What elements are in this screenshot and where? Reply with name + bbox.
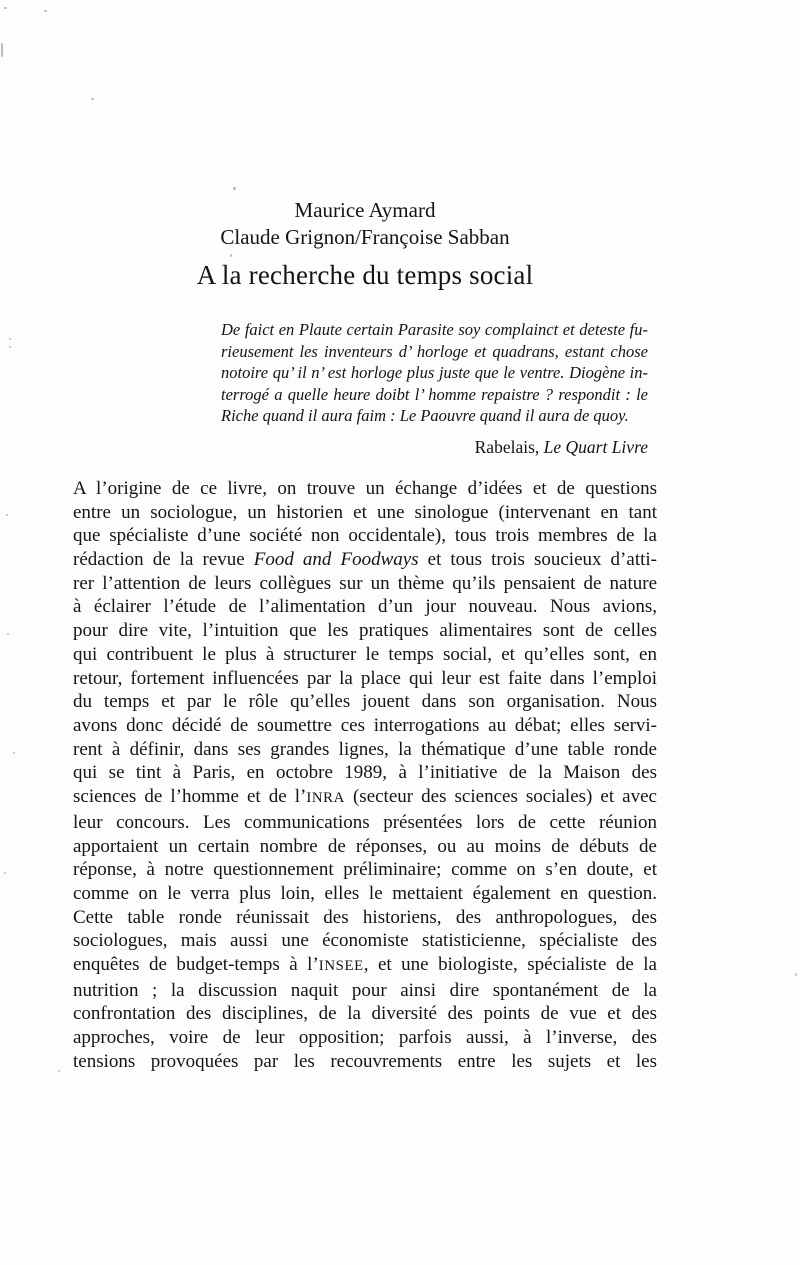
text-segment: qui contribuent le plus à structurer le temps social, et qu’elles sont, en xyxy=(73,643,657,665)
author-block xyxy=(73,197,657,251)
epigraph-line xyxy=(221,362,648,384)
italic-text: Food and Foodways xyxy=(253,549,419,571)
body-text-line xyxy=(73,690,657,714)
attribution-work-title: Le Quart Livre xyxy=(543,436,648,457)
body-text-line xyxy=(73,953,657,979)
text-segment: enquêtes de budget-temps à l’ xyxy=(73,954,319,976)
scan-artifact xyxy=(9,346,11,348)
body-text-line xyxy=(73,761,657,785)
scan-artifact xyxy=(7,633,9,635)
text-segment: du temps et par le rôle qu’elles jouent dans son organisation. Nous xyxy=(73,691,657,713)
text-segment: Cette table ronde réunissait des historiens, des anthropologues, des xyxy=(73,906,657,928)
text-segment: tensions provoquées par les recouvrements entre les sujets et les xyxy=(73,1050,657,1072)
text-segment: notoire qu’ il n’ est horloge plus juste que le ventre. Diogène in- xyxy=(221,363,648,383)
text-segment: nutrition ; la discussion naquit pour ainsi dire spontanément de la xyxy=(73,979,657,1001)
text-segment: rieusement les inventeurs d’ horloge et quadrans, estant chose xyxy=(221,341,648,361)
body-text-line xyxy=(73,501,657,525)
body-text-line xyxy=(73,595,657,619)
text-segment: avons donc décidé de soumettre ces interrogations au débat; elles servi- xyxy=(73,715,657,736)
body-text-line xyxy=(73,524,657,548)
body-text-line xyxy=(73,1002,657,1026)
small-caps-text: INSEE xyxy=(318,958,364,975)
epigraph-line xyxy=(221,384,648,406)
text-segment: A l’origine de ce livre, on trouve un échange d’idées et de questions xyxy=(73,477,657,499)
scan-artifact xyxy=(233,187,236,190)
body-text-line xyxy=(73,1026,657,1050)
body-text-line xyxy=(73,738,657,762)
text-segment: sciences de l’homme et de l’ xyxy=(73,786,307,808)
epigraph-line xyxy=(221,405,648,427)
text-segment: rent à définir, dans ses grandes lignes, la thématique d’une table ronde xyxy=(73,738,657,760)
text-segment: confrontation des disciplines, de la diversité des points de vue et des xyxy=(73,1003,657,1025)
text-segment: leur concours. Les communications présentées lors de cette réunion xyxy=(73,811,657,833)
text-segment: apportaient un certain nombre de réponses, ou au moins de débuts de xyxy=(73,835,657,857)
text-segment: terrogé a quelle heure doibt l’ homme repaistre ? respondit : le xyxy=(221,384,648,404)
author-line: Maurice Aymard xyxy=(294,198,436,222)
scan-artifact xyxy=(230,254,232,257)
text-segment: qui se tint à Paris, en octobre 1989, à l’initiative de la Maison des xyxy=(73,762,657,784)
body-text-line xyxy=(73,1050,657,1074)
text-segment: à éclairer l’étude de l’alimentation d’un jour nouveau. Nous avions, xyxy=(73,596,657,618)
body-text-line xyxy=(73,714,657,738)
body-text-line xyxy=(73,858,657,882)
text-segment: réponse, à notre questionnement préliminaire; comme on s’en doute, et xyxy=(73,859,657,881)
body-text-line xyxy=(73,548,657,572)
text-segment: retour, fortement influencées par la place qui leur est faite dans l’emploi xyxy=(73,667,657,689)
text-segment: que spécialiste d’une société non occidentale), tous trois membres de la xyxy=(73,525,657,547)
scan-artifact xyxy=(1,43,3,57)
author-line: Claude Grignon/Françoise Sabban xyxy=(220,225,510,249)
text-segment: rer l’attention de leurs collègues sur un thème qu’ils pensaient de nature xyxy=(73,572,657,594)
text-segment: comme on le verra plus loin, elles le mettaient également en question. xyxy=(73,882,657,904)
body-text-line xyxy=(73,477,657,501)
text-segment: (secteur des sciences sociales) et avec xyxy=(344,786,657,808)
page-title: A la recherche du temps social xyxy=(196,260,534,290)
text-segment: approches, voire de leur opposition; parfois aussi, à l’inverse, des xyxy=(73,1027,657,1049)
text-segment: Riche quand il aura faim : Le Paouvre quand il aura de quoy. xyxy=(221,406,629,426)
epigraph-line xyxy=(221,341,648,363)
text-segment: et tous trois soucieux d’atti- xyxy=(418,549,657,571)
scan-artifact xyxy=(91,98,94,100)
body-text-line xyxy=(73,929,657,953)
body-text-line xyxy=(73,811,657,835)
scan-artifact xyxy=(44,10,47,12)
epigraph-attribution xyxy=(221,436,648,458)
text-segment: sociologues, mais aussi une économiste statisticienne, spécialiste des xyxy=(73,930,657,952)
body-text-line xyxy=(73,667,657,691)
epigraph xyxy=(221,319,648,427)
body-paragraph xyxy=(73,477,657,1074)
body-text-line xyxy=(73,785,657,811)
body-text-line xyxy=(73,979,657,1003)
body-text-line xyxy=(73,572,657,596)
text-segment: entre un sociologue, un historien et une sinologue (intervenant en tant xyxy=(73,501,657,523)
scan-artifact xyxy=(9,338,11,340)
body-text-line xyxy=(73,835,657,859)
body-text-line xyxy=(73,906,657,930)
scan-artifact xyxy=(4,872,6,874)
scan-artifact xyxy=(6,514,8,516)
scan-artifact xyxy=(58,1070,60,1072)
body-text-line xyxy=(73,619,657,643)
scan-artifact xyxy=(4,7,7,9)
attribution-author: Rabelais, xyxy=(474,436,544,457)
body-text-line xyxy=(73,882,657,906)
small-caps-text: INRA xyxy=(306,790,345,807)
text-segment: , et une biologiste, spécialiste de la xyxy=(363,954,657,976)
scan-artifact xyxy=(13,752,15,754)
text-segment: rédaction de la revue xyxy=(73,549,254,571)
epigraph-line xyxy=(221,319,648,341)
text-segment: pour dire vite, l’intuition que les pratiques alimentaires sont de celles xyxy=(73,620,657,642)
body-text-line xyxy=(73,643,657,667)
scan-artifact xyxy=(795,973,797,976)
text-segment: De faict en Plaute certain Parasite soy complainct et deteste fu- xyxy=(221,320,648,339)
